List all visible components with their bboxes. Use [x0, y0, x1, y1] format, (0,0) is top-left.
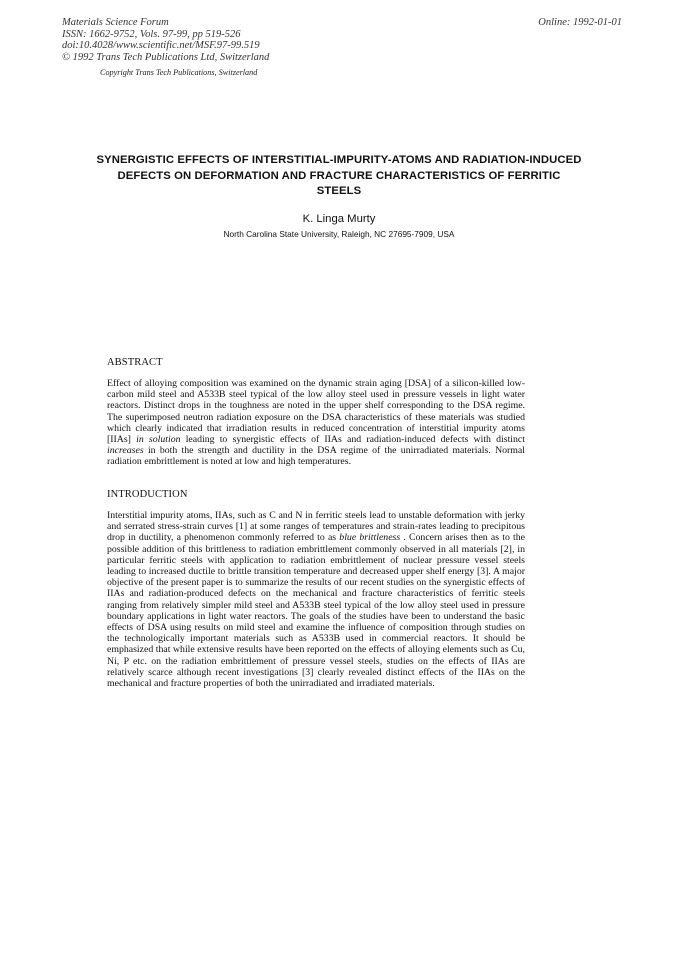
introduction-heading: INTRODUCTION — [107, 489, 188, 500]
issn-line: ISSN: 1662-9752, Vols. 97-99, pp 519-526 — [62, 28, 241, 40]
abstract-emphasis-increases: increases — [107, 445, 144, 457]
abstract-text — [107, 378, 525, 468]
author-affiliation: North Carolina State University, Raleigh, NC 27695-7909, USA — [223, 228, 455, 239]
title-block — [95, 153, 583, 239]
abstract-text-part3: in both the strength and ductility in the DSA regime of the unirradiated materials. Normal radiation embrittlement is noted at low and high temperatures. — [107, 445, 525, 468]
abstract-emphasis-in-solution: in solution — [136, 434, 181, 446]
intro-text-part2: . Concern arises then as to the possible addition of this brittleness to radiation embrittlement commonly observed in all materials [2], in particular ferritic steels with application to radiation embrittlement of nuclear pressure vessel steels leading to increased ductile to brittle transition temperature and decreased upper shelf energy [3]. A major objective of the present paper is to summarize the results of our recent studies on the synergistic effects of IIAs and radiation-produced defects on the mechanical and fracture characteristics of ferritic steels ranging from relatively simpler mild steel and A533B steel typical of the low alloy steel used in pressure boundary applications in light water reactors. The goals of the studies have been to understand the basic effects of DSA using results on mild steel and examine the influence of composition through studies on the technologically important materials such as A533B used in commercial reactors. It should be emphasized that while extensive results have been reported on the effects of alloying elements such as Cu, Ni, P etc. on the radiation embrittlement of pressure vessel steels, studies on the effects of IIAs are relatively scarce although recent investigations [3] clearly revealed distinct effects of the IIAs on the mechanical and fracture properties of both the unirradiated and irradiated materials. — [107, 532, 525, 690]
intro-text-part1: Interstitial impurity atoms, IIAs, such as C and N in ferritic steels lead to unstable deformation with jerky and serrated stress-strain curves [1] at some ranges of temperatures and strain-rates leading to precipitous drop in ductility, a phenomenon commonly referred to as — [107, 510, 525, 544]
copyright-notice: Copyright Trans Tech Publications, Switzerland — [100, 68, 258, 77]
doi-line: doi:10.4028/www.scientific.net/MSF.97-99.519 — [62, 40, 260, 52]
intro-emphasis-blue-brittleness: blue brittleness — [339, 532, 401, 544]
author-name: K. Linga Murty — [302, 212, 376, 225]
online-date: Online: 1992-01-01 — [538, 17, 622, 28]
introduction-text — [107, 510, 525, 689]
abstract-text-part1: Effect of alloying composition was examined on the dynamic strain aging [DSA] of a silicon-killed low-carbon mild steel and A533B steel typical of the low alloy steel used in pressure vessels in light water reactors. Distinct drops in the toughness are noted in the upper shelf corresponding to the DSA regime. The superimposed neutron radiation exposure on the DSA characteristics of these materials was studied which clearly indicated that irradiation results in reduced concentration of interstitial impurity atoms [IIAs] — [107, 378, 525, 446]
paper-title: SYNERGISTIC EFFECTS OF INTERSTITIAL-IMPURITY-ATOMS AND RADIATION-INDUCED DEFECTS ON DEFORMATION AND FRACTURE CHARACTERISTICS OF FERRITIC STEELS — [96, 154, 582, 198]
copyright-line: © 1992 Trans Tech Publications Ltd, Switzerland — [62, 51, 270, 63]
abstract-text-part2: leading to synergistic effects of IIAs and radiation-induced defects with distinct — [185, 434, 525, 446]
journal-name: Materials Science Forum — [62, 17, 169, 28]
page-header — [62, 17, 622, 63]
abstract-heading: ABSTRACT — [107, 357, 163, 368]
